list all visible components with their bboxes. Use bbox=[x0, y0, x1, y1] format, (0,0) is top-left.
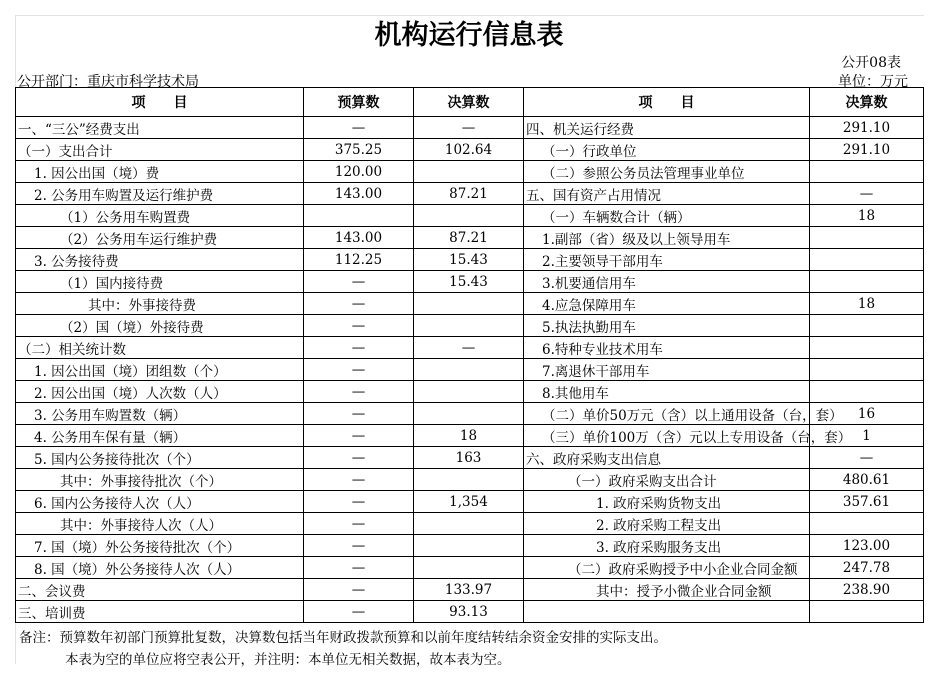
right-item-cell: （三）单价100万（含）元以上专用设备（台，套） bbox=[524, 425, 810, 447]
table-row bbox=[16, 315, 924, 337]
right-final-cell bbox=[810, 513, 924, 535]
table-row bbox=[16, 337, 924, 359]
table-row bbox=[16, 513, 924, 535]
table-row bbox=[16, 139, 924, 161]
footnote-empty-table: 本表为空的单位应将空表公开，并注明：本单位无相关数据，故本表为空。 bbox=[65, 652, 511, 668]
final-cell: 133.97 bbox=[414, 579, 524, 601]
table-row bbox=[16, 271, 924, 293]
final-cell bbox=[414, 469, 524, 491]
budget-cell: — bbox=[304, 601, 414, 623]
right-final-cell: 291.10 bbox=[810, 117, 924, 139]
header-final: 决算数 bbox=[414, 88, 524, 117]
left-item-cell: （2）公务用车运行维护费 bbox=[16, 227, 304, 249]
left-item-cell: （二）相关统计数 bbox=[16, 337, 304, 359]
form-code: 公开08表 bbox=[841, 55, 901, 71]
page-title: 机构运行信息表 bbox=[374, 20, 564, 51]
budget-cell: 143.00 bbox=[304, 227, 414, 249]
left-item-cell: 2. 因公出国（境）人次数（人） bbox=[16, 381, 304, 403]
right-item-cell: 四、机关运行经费 bbox=[524, 117, 810, 139]
right-item-cell: （二）单价50万元（含）以上通用设备（台，套） bbox=[524, 403, 810, 425]
right-final-cell: 123.00 bbox=[810, 535, 924, 557]
info-table bbox=[15, 87, 924, 623]
right-final-cell: — bbox=[810, 183, 924, 205]
budget-cell: — bbox=[304, 403, 414, 425]
right-final-cell bbox=[810, 337, 924, 359]
final-cell: — bbox=[414, 117, 524, 139]
left-item-cell: 3. 公务接待费 bbox=[16, 249, 304, 271]
left-item-cell: （一）支出合计 bbox=[16, 139, 304, 161]
right-item-cell: （二）政府采购授予中小企业合同金额 bbox=[524, 557, 810, 579]
table-row bbox=[16, 447, 924, 469]
table-row bbox=[16, 601, 924, 623]
budget-cell: — bbox=[304, 293, 414, 315]
table-row bbox=[16, 293, 924, 315]
final-cell: 163 bbox=[414, 447, 524, 469]
right-final-cell bbox=[810, 601, 924, 623]
table-row bbox=[16, 249, 924, 271]
right-item-cell: 8.其他用车 bbox=[524, 381, 810, 403]
budget-cell: 112.25 bbox=[304, 249, 414, 271]
final-cell: 15.43 bbox=[414, 249, 524, 271]
table-row bbox=[16, 535, 924, 557]
table-row bbox=[16, 359, 924, 381]
right-item-cell: 4.应急保障用车 bbox=[524, 293, 810, 315]
table-row bbox=[16, 557, 924, 579]
right-item-cell: 2. 政府采购工程支出 bbox=[524, 513, 810, 535]
left-item-cell: 5. 国内公务接待批次（个） bbox=[16, 447, 304, 469]
left-item-cell: 其中：外事接待费 bbox=[16, 293, 304, 315]
final-cell bbox=[414, 205, 524, 227]
right-item-cell: （一）政府采购支出合计 bbox=[524, 469, 810, 491]
left-item-cell: 二、会议费 bbox=[16, 579, 304, 601]
right-final-cell bbox=[810, 271, 924, 293]
final-cell: 87.21 bbox=[414, 227, 524, 249]
right-item-cell bbox=[524, 601, 810, 623]
right-final-cell: 18 bbox=[810, 293, 924, 315]
right-final-cell bbox=[810, 359, 924, 381]
header-item-left: 项 目 bbox=[16, 88, 304, 117]
budget-cell: 375.25 bbox=[304, 139, 414, 161]
budget-cell: — bbox=[304, 535, 414, 557]
final-cell: 93.13 bbox=[414, 601, 524, 623]
budget-cell: — bbox=[304, 117, 414, 139]
left-item-cell: （2）国（境）外接待费 bbox=[16, 315, 304, 337]
right-final-cell: — bbox=[810, 447, 924, 469]
table-row bbox=[16, 117, 924, 139]
final-cell bbox=[414, 403, 524, 425]
right-item-cell: （一）车辆数合计（辆） bbox=[524, 205, 810, 227]
budget-cell: — bbox=[304, 491, 414, 513]
right-item-cell: 五、国有资产占用情况 bbox=[524, 183, 810, 205]
final-cell: 18 bbox=[414, 425, 524, 447]
final-cell: — bbox=[414, 337, 524, 359]
right-final-cell bbox=[810, 161, 924, 183]
table-row bbox=[16, 205, 924, 227]
table-header-row bbox=[16, 88, 924, 117]
budget-cell: — bbox=[304, 513, 414, 535]
right-final-cell: 247.78 bbox=[810, 557, 924, 579]
right-final-cell bbox=[810, 249, 924, 271]
right-item-cell: 7.离退休干部用车 bbox=[524, 359, 810, 381]
final-cell bbox=[414, 359, 524, 381]
right-item-cell: 6.特种专业技术用车 bbox=[524, 337, 810, 359]
final-cell bbox=[414, 315, 524, 337]
final-cell bbox=[414, 557, 524, 579]
final-cell bbox=[414, 293, 524, 315]
header-item-right: 项 目 bbox=[524, 88, 810, 117]
table-body bbox=[16, 117, 924, 623]
right-final-cell bbox=[810, 227, 924, 249]
budget-cell: — bbox=[304, 381, 414, 403]
table-row bbox=[16, 425, 924, 447]
left-item-cell: 一、“三公”经费支出 bbox=[16, 117, 304, 139]
right-item-cell: （一）行政单位 bbox=[524, 139, 810, 161]
left-item-cell: 6. 国内公务接待人次（人） bbox=[16, 491, 304, 513]
right-item-cell: 1.副部（省）级及以上领导用车 bbox=[524, 227, 810, 249]
header-final-right: 决算数 bbox=[810, 88, 924, 117]
right-item-cell: 1. 政府采购货物支出 bbox=[524, 491, 810, 513]
left-item-cell: 其中：外事接待批次（个） bbox=[16, 469, 304, 491]
left-item-cell: （1）国内接待费 bbox=[16, 271, 304, 293]
right-final-cell: 357.61 bbox=[810, 491, 924, 513]
final-cell bbox=[414, 381, 524, 403]
budget-cell: — bbox=[304, 579, 414, 601]
left-item-cell: 1. 因公出国（境）费 bbox=[16, 161, 304, 183]
right-item-cell: 5.执法执勤用车 bbox=[524, 315, 810, 337]
table-row bbox=[16, 227, 924, 249]
budget-cell: — bbox=[304, 469, 414, 491]
right-final-cell: 480.61 bbox=[810, 469, 924, 491]
budget-cell: — bbox=[304, 447, 414, 469]
right-final-cell: 1 bbox=[810, 425, 924, 447]
left-item-cell: 三、培训费 bbox=[16, 601, 304, 623]
right-final-cell bbox=[810, 315, 924, 337]
header-budget: 预算数 bbox=[304, 88, 414, 117]
table-row bbox=[16, 403, 924, 425]
budget-cell: — bbox=[304, 271, 414, 293]
budget-cell: — bbox=[304, 359, 414, 381]
table-row bbox=[16, 381, 924, 403]
right-final-cell: 16 bbox=[810, 403, 924, 425]
final-cell: 87.21 bbox=[414, 183, 524, 205]
final-cell bbox=[414, 161, 524, 183]
final-cell bbox=[414, 513, 524, 535]
right-item-cell: 2.主要领导干部用车 bbox=[524, 249, 810, 271]
table-row bbox=[16, 161, 924, 183]
footnote-remark: 备注：预算数年初部门预算批复数，决算数包括当年财政拨款预算和以前年度结转结余资金安排的实际支出。 bbox=[19, 630, 667, 646]
final-cell: 102.64 bbox=[414, 139, 524, 161]
final-cell bbox=[414, 535, 524, 557]
right-item-cell: 其中：授予小微企业合同金额 bbox=[524, 579, 810, 601]
budget-cell: — bbox=[304, 425, 414, 447]
budget-cell: 120.00 bbox=[304, 161, 414, 183]
budget-cell bbox=[304, 205, 414, 227]
table-row bbox=[16, 183, 924, 205]
budget-cell: — bbox=[304, 557, 414, 579]
right-final-cell bbox=[810, 381, 924, 403]
right-item-cell: 3. 政府采购服务支出 bbox=[524, 535, 810, 557]
left-item-cell: 其中：外事接待人次（人） bbox=[16, 513, 304, 535]
left-item-cell: 8. 国（境）外公务接待人次（人） bbox=[16, 557, 304, 579]
final-cell: 15.43 bbox=[414, 271, 524, 293]
table-row bbox=[16, 469, 924, 491]
table-row bbox=[16, 579, 924, 601]
right-final-cell: 291.10 bbox=[810, 139, 924, 161]
unit-label: 单位：万元 bbox=[838, 74, 908, 90]
table-row bbox=[16, 491, 924, 513]
right-item-cell: （二）参照公务员法管理事业单位 bbox=[524, 161, 810, 183]
left-item-cell: 7. 国（境）外公务接待批次（个） bbox=[16, 535, 304, 557]
left-item-cell: 3. 公务用车购置数（辆） bbox=[16, 403, 304, 425]
right-final-cell: 238.90 bbox=[810, 579, 924, 601]
final-cell: 1,354 bbox=[414, 491, 524, 513]
department-label: 公开部门：重庆市科学技术局 bbox=[17, 74, 199, 90]
right-item-cell: 3.机要通信用车 bbox=[524, 271, 810, 293]
left-item-cell: 1. 因公出国（境）团组数（个） bbox=[16, 359, 304, 381]
left-item-cell: （1）公务用车购置费 bbox=[16, 205, 304, 227]
right-final-cell: 18 bbox=[810, 205, 924, 227]
budget-cell: 143.00 bbox=[304, 183, 414, 205]
left-item-cell: 4. 公务用车保有量（辆） bbox=[16, 425, 304, 447]
left-item-cell: 2. 公务用车购置及运行维护费 bbox=[16, 183, 304, 205]
right-item-cell: 六、政府采购支出信息 bbox=[524, 447, 810, 469]
budget-cell: — bbox=[304, 337, 414, 359]
budget-cell: — bbox=[304, 315, 414, 337]
